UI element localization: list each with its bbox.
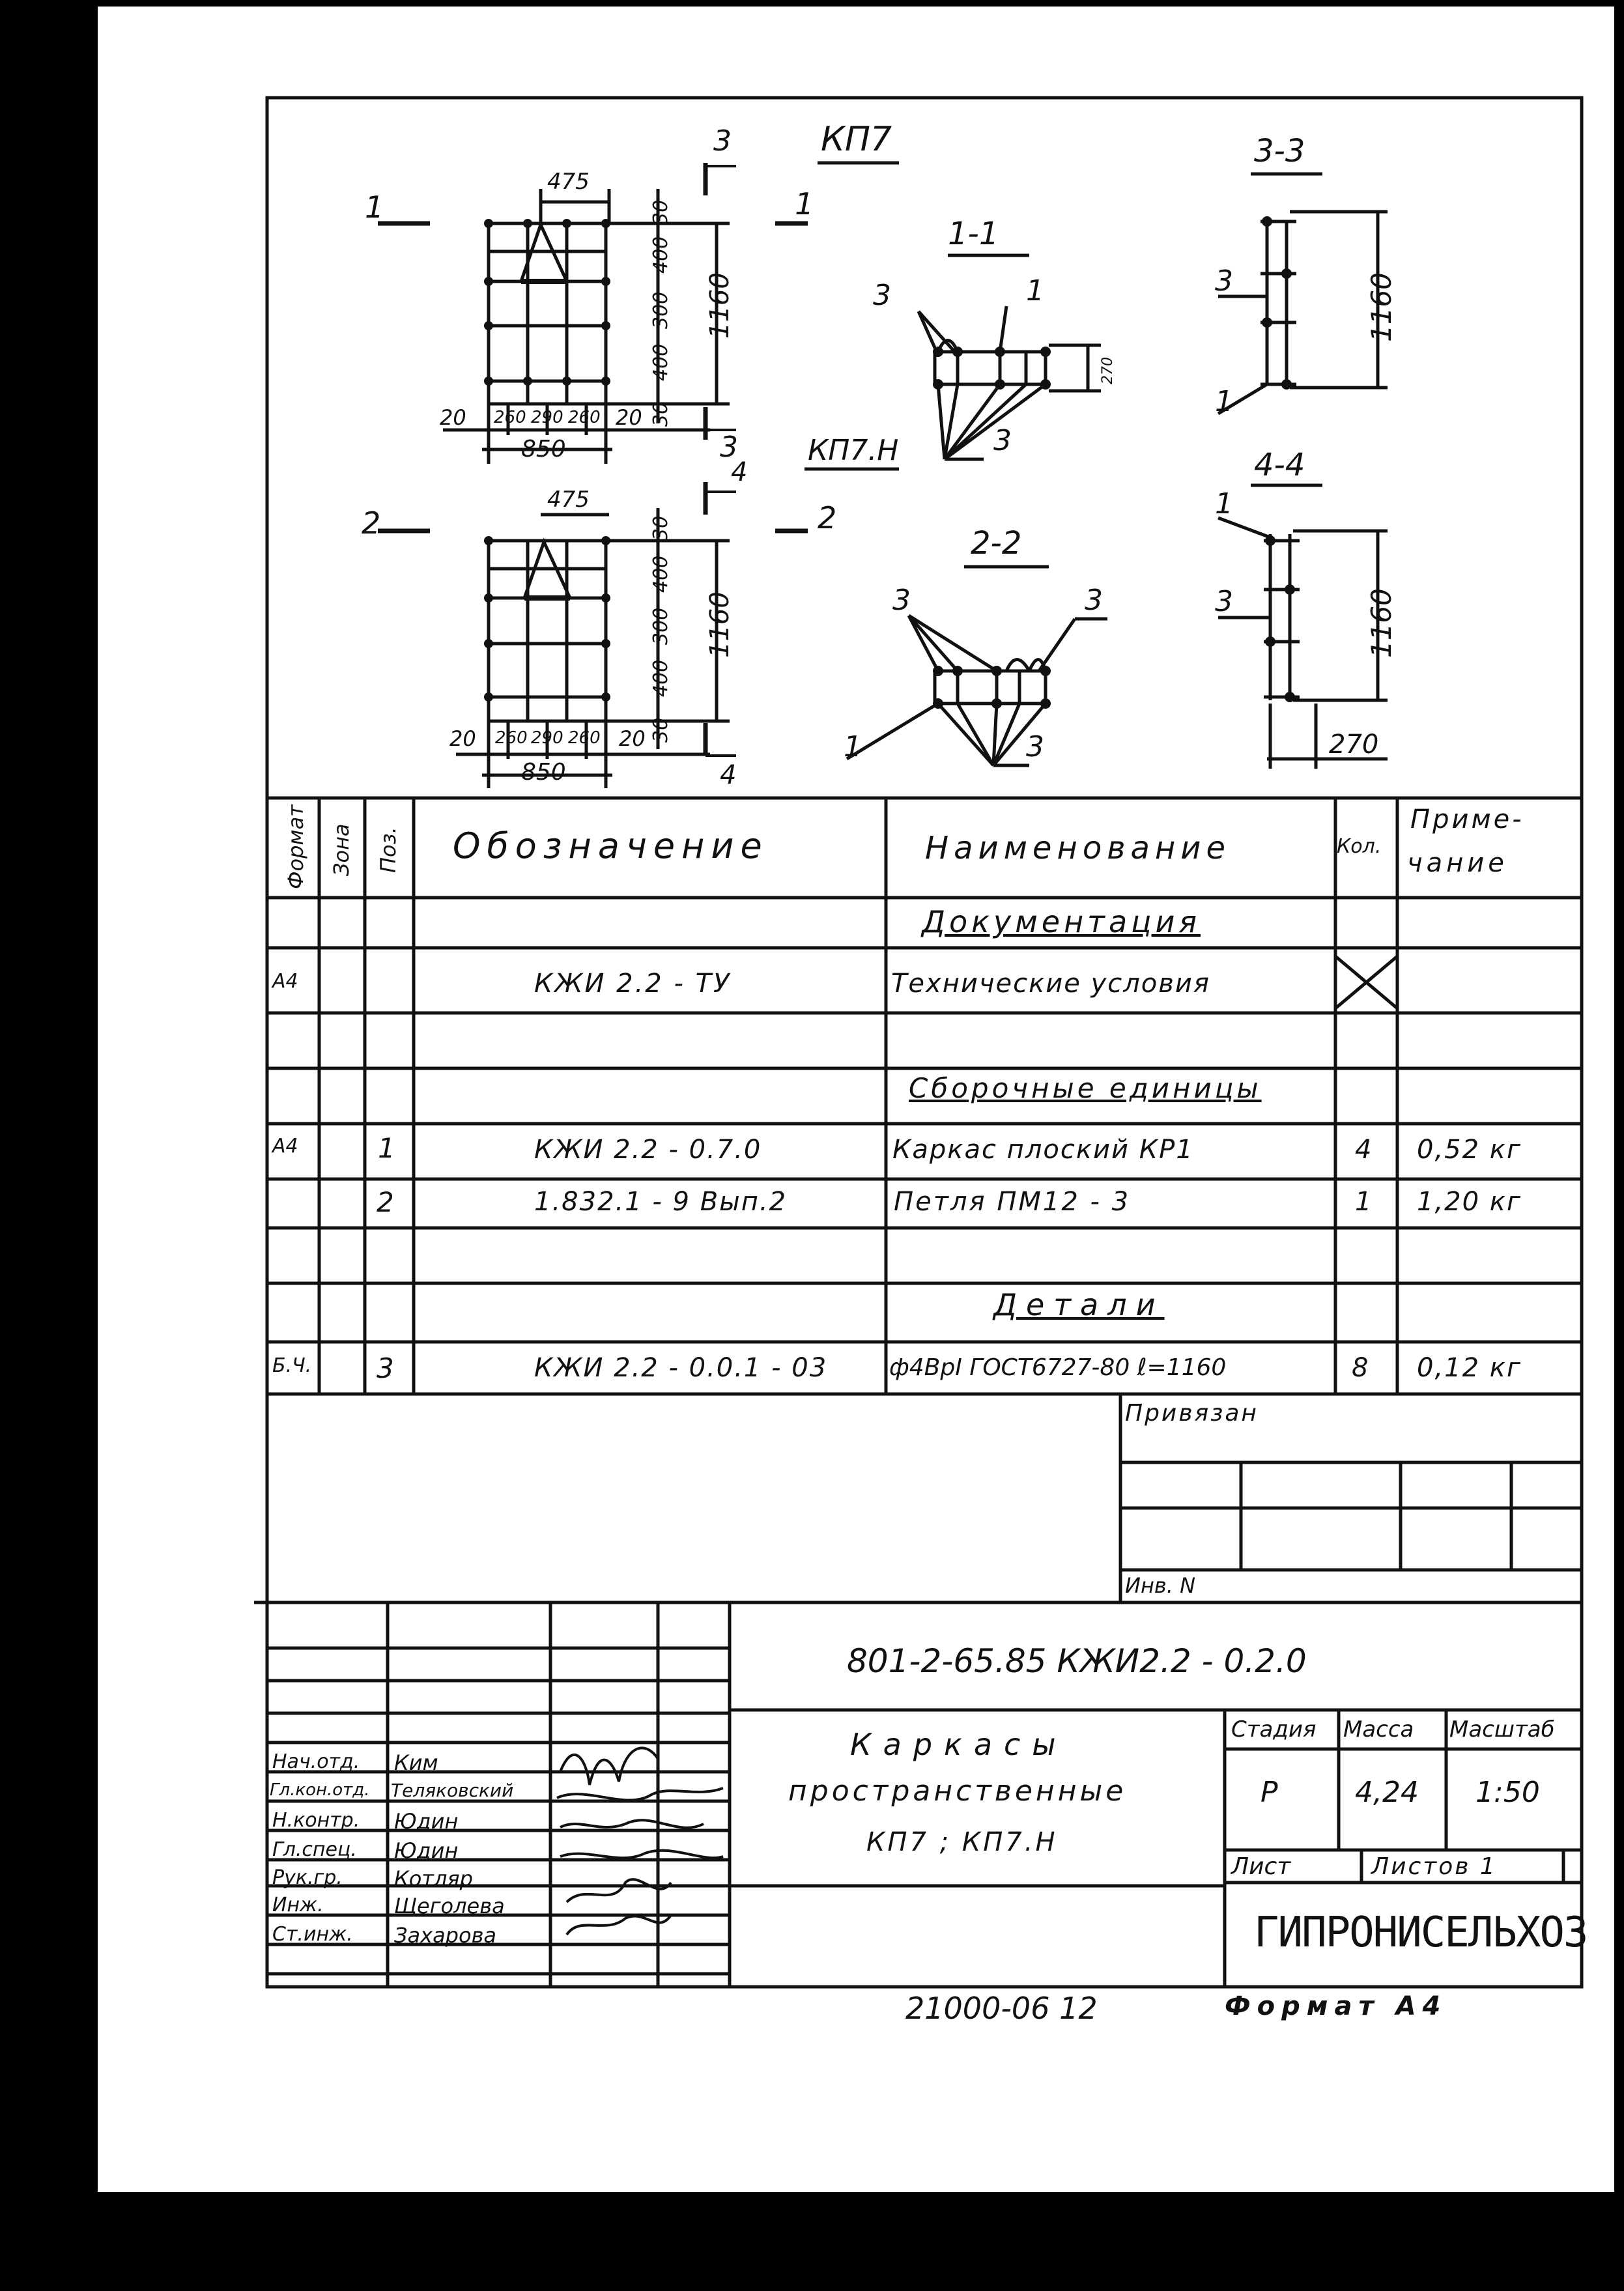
callout-3-s22b: 3	[1085, 584, 1103, 617]
dim-260-d: 260	[568, 728, 601, 748]
row-designation: КЖИ 2.2 - 0.7.0	[534, 1135, 762, 1165]
cut-mark-3-top: 3	[713, 124, 732, 158]
callout-3-s22c: 3	[1026, 730, 1044, 763]
doc-code: 801-2-65.85 КЖИ2.2 - 0.2.0	[847, 1642, 1307, 1680]
person-name: Щеголева	[394, 1894, 505, 1918]
stamp-privyazan: Привязан	[1125, 1400, 1259, 1427]
title-line-1: Каркасы	[850, 1727, 1068, 1762]
role-label: Гл.кон.отд.	[270, 1780, 370, 1800]
dim-30-b: 30	[649, 401, 672, 427]
row-qty: 1	[1355, 1187, 1372, 1217]
cut-mark-1-right: 1	[795, 186, 814, 221]
col-header-qty: Кол.	[1337, 835, 1382, 858]
dim-260-a: 260	[494, 408, 526, 427]
dim-475-top: 475	[547, 169, 590, 195]
row-name: Петля ПМ12 - 3	[894, 1187, 1131, 1217]
signatures	[557, 1748, 723, 1935]
section-title-4-4: 4-4	[1254, 447, 1305, 483]
col-header-zone: Зона	[329, 823, 354, 876]
callout-3-s44: 3	[1215, 585, 1233, 618]
dim-850-bottom: 850	[521, 759, 566, 786]
dim-300-b: 300	[649, 607, 672, 645]
sheet-label: Лист	[1231, 1853, 1291, 1880]
dim-30-c: 30	[649, 515, 672, 541]
section-documentation: Документация	[922, 904, 1201, 939]
signature-kim	[560, 1748, 658, 1785]
footer-number: 21000-06 12	[905, 1991, 1098, 2026]
callout-3-s11b: 3	[993, 424, 1012, 457]
dim-270-s11: 270	[1100, 357, 1116, 384]
dim-1160-b: 1160	[705, 591, 735, 658]
dim-400-a: 400	[649, 236, 672, 274]
row-name: ф4ВрI ГОСТ6727-80 ℓ=1160	[889, 1354, 1227, 1381]
col-header-note-1: Приме-	[1410, 804, 1524, 834]
person-name: Захарова	[394, 1923, 497, 1948]
col-header-name: Наименование	[925, 830, 1231, 866]
callout-1-s33: 1	[1215, 385, 1233, 418]
kp7n-frame	[489, 541, 606, 721]
row-name: Каркас плоский КР1	[892, 1135, 1194, 1165]
callout-1-s44: 1	[1215, 487, 1233, 520]
row-qty: 4	[1355, 1135, 1372, 1165]
row-designation: КЖИ 2.2 - 0.0.1 - 03	[534, 1353, 828, 1383]
role-label: Ст.инж.	[272, 1923, 353, 1946]
role-label: Нач.отд.	[272, 1750, 360, 1773]
col-header-format: Формат	[283, 804, 308, 889]
section-3-3	[1218, 212, 1388, 414]
callout-1-s22: 1	[844, 730, 862, 763]
dim-20-b: 20	[616, 405, 642, 430]
dim-400-d: 400	[649, 659, 672, 697]
stage-header: Стадия	[1231, 1716, 1317, 1743]
sheets-label: Листов 1	[1371, 1853, 1497, 1880]
person-name: Юдин	[394, 1838, 459, 1863]
kp7-title: КП7	[821, 120, 892, 159]
section-assemblies: Сборочные единицы	[909, 1072, 1262, 1104]
row-pos: 3	[377, 1352, 394, 1384]
row-pos: 2	[377, 1186, 394, 1218]
section-2-2	[847, 616, 1107, 765]
cut-mark-4-top: 4	[731, 457, 748, 487]
role-label: Инж.	[272, 1894, 324, 1916]
dim-270-s44: 270	[1329, 730, 1379, 760]
person-name: Юдин	[394, 1809, 459, 1834]
col-header-designation: Обозначение	[453, 825, 769, 866]
kp7n-title: КП7.Н	[808, 434, 899, 467]
person-name: Теляковский	[391, 1780, 514, 1801]
title-line-3: КП7 ; КП7.Н	[866, 1827, 1058, 1857]
cut-mark-3-bottom: 3	[720, 431, 738, 464]
row-note: 0,12 кг	[1417, 1353, 1522, 1383]
dim-30-d: 30	[649, 717, 672, 743]
dim-20-c: 20	[449, 726, 476, 751]
dim-260-b: 260	[568, 408, 601, 427]
col-header-note-2: чание	[1407, 848, 1508, 878]
dim-475-bottom: 475	[547, 487, 590, 513]
row-designation: 1.832.1 - 9 Вып.2	[534, 1187, 788, 1217]
dim-290-b: 290	[531, 728, 563, 748]
outer-frame	[267, 98, 1582, 1987]
row-format: А4	[272, 970, 298, 993]
callout-3-s22a: 3	[892, 584, 911, 617]
cut-mark-4-bottom: 4	[720, 760, 737, 790]
row-name: Технические условия	[891, 969, 1210, 999]
kp7-frame	[489, 223, 606, 404]
cut-mark-1-left: 1	[365, 190, 384, 225]
row-note: 1,20 кг	[1417, 1187, 1522, 1217]
scale-header: Масштаб	[1449, 1716, 1555, 1743]
cut-mark-2-left: 2	[362, 505, 381, 541]
dim-30-a: 30	[649, 199, 672, 225]
mass-header: Масса	[1343, 1716, 1414, 1743]
stamp-inv: Инв. N	[1125, 1573, 1195, 1598]
signature-shchegoleva	[567, 1915, 671, 1935]
signature-yudin-1	[560, 1820, 704, 1828]
row-format: Б.Ч.	[272, 1354, 312, 1377]
dim-400-c: 400	[649, 555, 672, 593]
dim-1160-s33: 1160	[1365, 272, 1397, 342]
row-qty: 8	[1352, 1353, 1369, 1383]
row-designation: КЖИ 2.2 - ТУ	[534, 969, 732, 999]
dim-1160-a: 1160	[705, 272, 735, 339]
signature-yudin-2	[560, 1851, 723, 1858]
dim-20-d: 20	[619, 726, 646, 751]
dim-300-a: 300	[649, 291, 672, 329]
section-title-2-2: 2-2	[971, 525, 1022, 562]
frame-lines	[254, 98, 1582, 1987]
dim-20-a: 20	[440, 405, 466, 430]
dim-850-top: 850	[521, 436, 566, 462]
callout-3-s33: 3	[1215, 264, 1233, 298]
role-label: Гл.спец.	[272, 1838, 357, 1861]
section-title-3-3: 3-3	[1254, 133, 1305, 169]
callout-3-s11a: 3	[873, 279, 891, 312]
mass-value: 4,24	[1355, 1776, 1419, 1809]
title-line-2: пространственные	[788, 1774, 1127, 1808]
dim-1160-s44: 1160	[1365, 588, 1397, 658]
stage-value: Р	[1261, 1776, 1278, 1809]
callout-1-s11: 1	[1026, 274, 1044, 307]
org-name: ГИПРОНИСЕЛЬХОЗ	[1254, 1909, 1588, 1957]
role-label: Рук.гр.	[272, 1866, 343, 1889]
dim-260-c: 260	[495, 728, 528, 748]
person-name: Котляр	[394, 1866, 473, 1891]
section-title-1-1: 1-1	[948, 216, 999, 252]
signature-kotlyar	[567, 1879, 671, 1902]
col-header-pos: Поз.	[376, 827, 401, 873]
row-format: А4	[272, 1135, 298, 1158]
person-name: Ким	[394, 1750, 438, 1775]
row-note: 0,52 кг	[1417, 1135, 1522, 1165]
scale-value: 1:50	[1475, 1776, 1540, 1809]
cut-mark-2-right: 2	[818, 500, 837, 535]
section-details: Детали	[993, 1287, 1165, 1322]
row-pos: 1	[378, 1132, 395, 1164]
role-label: Н.контр.	[272, 1809, 360, 1832]
dim-290-a: 290	[531, 408, 563, 427]
dim-400-b: 400	[649, 343, 672, 381]
signature-telyakovsky	[557, 1788, 723, 1800]
format-label: Формат А4	[1225, 1991, 1447, 2021]
